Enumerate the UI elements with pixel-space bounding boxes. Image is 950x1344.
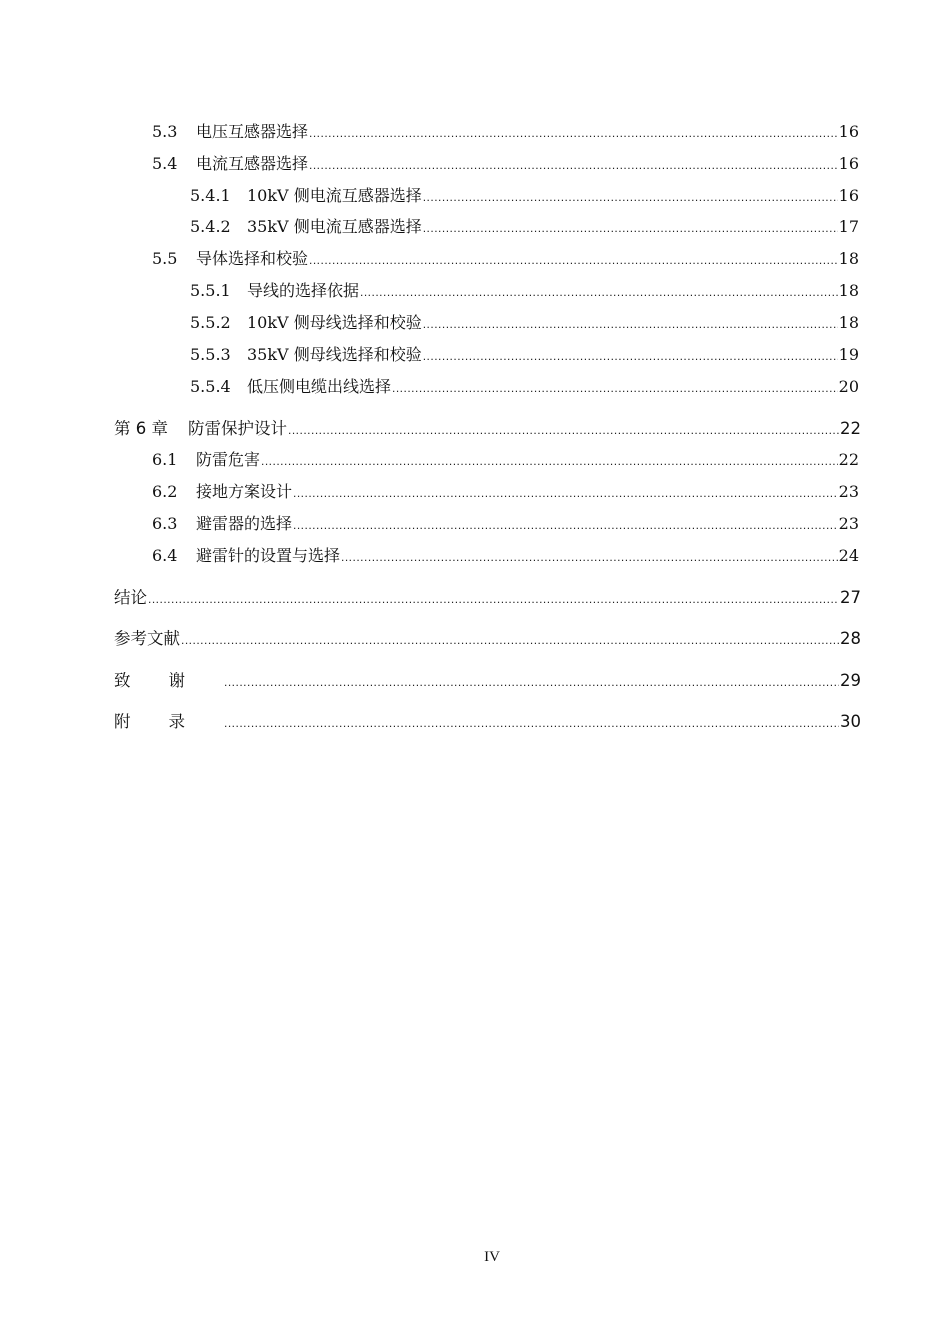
toc-leader-dots bbox=[181, 627, 839, 653]
toc-leader-dots bbox=[341, 544, 838, 570]
toc-entry-title: 电压互感器选择 bbox=[196, 122, 309, 141]
toc-entry-page: 20 bbox=[838, 377, 859, 396]
toc-leader-dots bbox=[309, 120, 838, 146]
toc-entry[interactable] bbox=[190, 214, 859, 240]
toc-entry-number: 6.4 bbox=[152, 546, 178, 565]
toc-entry-page: 18 bbox=[838, 281, 859, 300]
toc-entry[interactable] bbox=[190, 183, 859, 209]
toc-leader-dots bbox=[392, 375, 838, 401]
toc-chapter-entry[interactable] bbox=[114, 585, 861, 611]
toc-entry-page: 22 bbox=[838, 450, 859, 469]
toc-entry-number: 6.2 bbox=[152, 482, 178, 501]
toc-leader-dots bbox=[288, 417, 839, 443]
toc-chapter-entry[interactable] bbox=[114, 668, 861, 694]
toc-entry-title: 10kV 侧电流互感器选择 bbox=[247, 186, 422, 205]
toc-leader-dots bbox=[423, 215, 838, 241]
toc-entry[interactable] bbox=[152, 543, 859, 569]
toc-entry-page: 27 bbox=[840, 588, 861, 607]
toc-entry-page: 30 bbox=[840, 712, 861, 731]
toc-leader-dots bbox=[423, 343, 838, 369]
page-number: IV bbox=[484, 1249, 500, 1265]
toc-entry-page: 29 bbox=[840, 671, 861, 690]
toc-entry-number: 6.3 bbox=[152, 514, 178, 533]
toc-entry[interactable] bbox=[190, 342, 859, 368]
toc-chapter-title: 结论 bbox=[114, 588, 147, 607]
toc-entry-title: 避雷器的选择 bbox=[196, 514, 293, 533]
toc-entry-number: 5.5.1 bbox=[190, 281, 231, 300]
toc-entry[interactable] bbox=[152, 119, 859, 145]
toc-entry[interactable] bbox=[190, 278, 859, 304]
toc-entry-page: 28 bbox=[840, 629, 861, 648]
toc-entry-page: 16 bbox=[838, 186, 859, 205]
toc-leader-dots bbox=[261, 448, 838, 474]
toc-chapter-entry[interactable] bbox=[114, 709, 861, 735]
toc-entry-page: 24 bbox=[838, 546, 859, 565]
toc-entry-page: 18 bbox=[838, 313, 859, 332]
toc-entry-page: 19 bbox=[838, 345, 859, 364]
toc-leader-dots bbox=[360, 279, 838, 305]
toc-entry-number: 5.5.4 bbox=[190, 377, 231, 396]
toc-entry[interactable] bbox=[190, 374, 859, 400]
toc-chapter-title: 防雷保护设计 bbox=[188, 419, 287, 438]
toc-leader-dots bbox=[148, 586, 839, 612]
toc-entry[interactable] bbox=[152, 151, 859, 177]
toc-leader-dots bbox=[293, 512, 838, 538]
toc-entry-number: 5.5.3 bbox=[190, 345, 231, 364]
toc-entry-title: 防雷危害 bbox=[196, 450, 261, 469]
toc-leader-dots bbox=[293, 480, 838, 506]
toc-entry-page: 23 bbox=[838, 514, 859, 533]
toc-entry-number: 6.1 bbox=[152, 450, 178, 469]
toc-chapter-entry[interactable] bbox=[114, 416, 861, 442]
toc-entry-title: 避雷针的设置与选择 bbox=[196, 546, 341, 565]
toc-entry-title: 低压侧电缆出线选择 bbox=[247, 377, 392, 396]
toc-chapter-title: 参考文献 bbox=[114, 629, 180, 648]
toc-entry-number: 5.4.1 bbox=[190, 186, 231, 205]
toc-leader-dots bbox=[309, 152, 838, 178]
toc-chapter-title: 附录 bbox=[114, 712, 223, 731]
toc-entry[interactable] bbox=[152, 246, 859, 272]
toc-entry-page: 18 bbox=[838, 249, 859, 268]
toc-entry[interactable] bbox=[152, 447, 859, 473]
toc-entry-page: 23 bbox=[838, 482, 859, 501]
toc-entry-title: 接地方案设计 bbox=[196, 482, 293, 501]
toc-entry[interactable] bbox=[190, 310, 859, 336]
toc-entry-number: 5.4.2 bbox=[190, 217, 231, 236]
toc-entry-title: 10kV 侧母线选择和校验 bbox=[247, 313, 422, 332]
toc-entry-number: 5.5 bbox=[152, 249, 178, 268]
toc-leader-dots bbox=[423, 184, 838, 210]
toc-entry-page: 17 bbox=[838, 217, 859, 236]
toc-entry-title: 导线的选择依据 bbox=[247, 281, 360, 300]
toc-leader-dots bbox=[423, 311, 838, 337]
toc-chapter-entry[interactable] bbox=[114, 626, 861, 652]
toc-leader-dots bbox=[309, 247, 838, 273]
toc-chapter-title: 致谢 bbox=[114, 671, 223, 690]
toc-entry-page: 22 bbox=[840, 419, 861, 438]
toc-entry[interactable] bbox=[152, 511, 859, 537]
toc-entry[interactable] bbox=[152, 479, 859, 505]
toc-entry-page: 16 bbox=[838, 154, 859, 173]
toc-entry-title: 导体选择和校验 bbox=[196, 249, 309, 268]
toc-entry-page: 16 bbox=[838, 122, 859, 141]
toc-entry-title: 35kV 侧电流互感器选择 bbox=[247, 217, 422, 236]
toc-entry-number: 5.5.2 bbox=[190, 313, 231, 332]
toc-leader-dots bbox=[224, 710, 839, 736]
toc-entry-number: 5.3 bbox=[152, 122, 178, 141]
toc-leader-dots bbox=[224, 669, 839, 695]
toc-entry-title: 35kV 侧母线选择和校验 bbox=[247, 345, 422, 364]
toc-entry-title: 电流互感器选择 bbox=[196, 154, 309, 173]
toc-entry-number: 5.4 bbox=[152, 154, 178, 173]
toc-chapter-number: 第 6 章 bbox=[114, 419, 168, 438]
